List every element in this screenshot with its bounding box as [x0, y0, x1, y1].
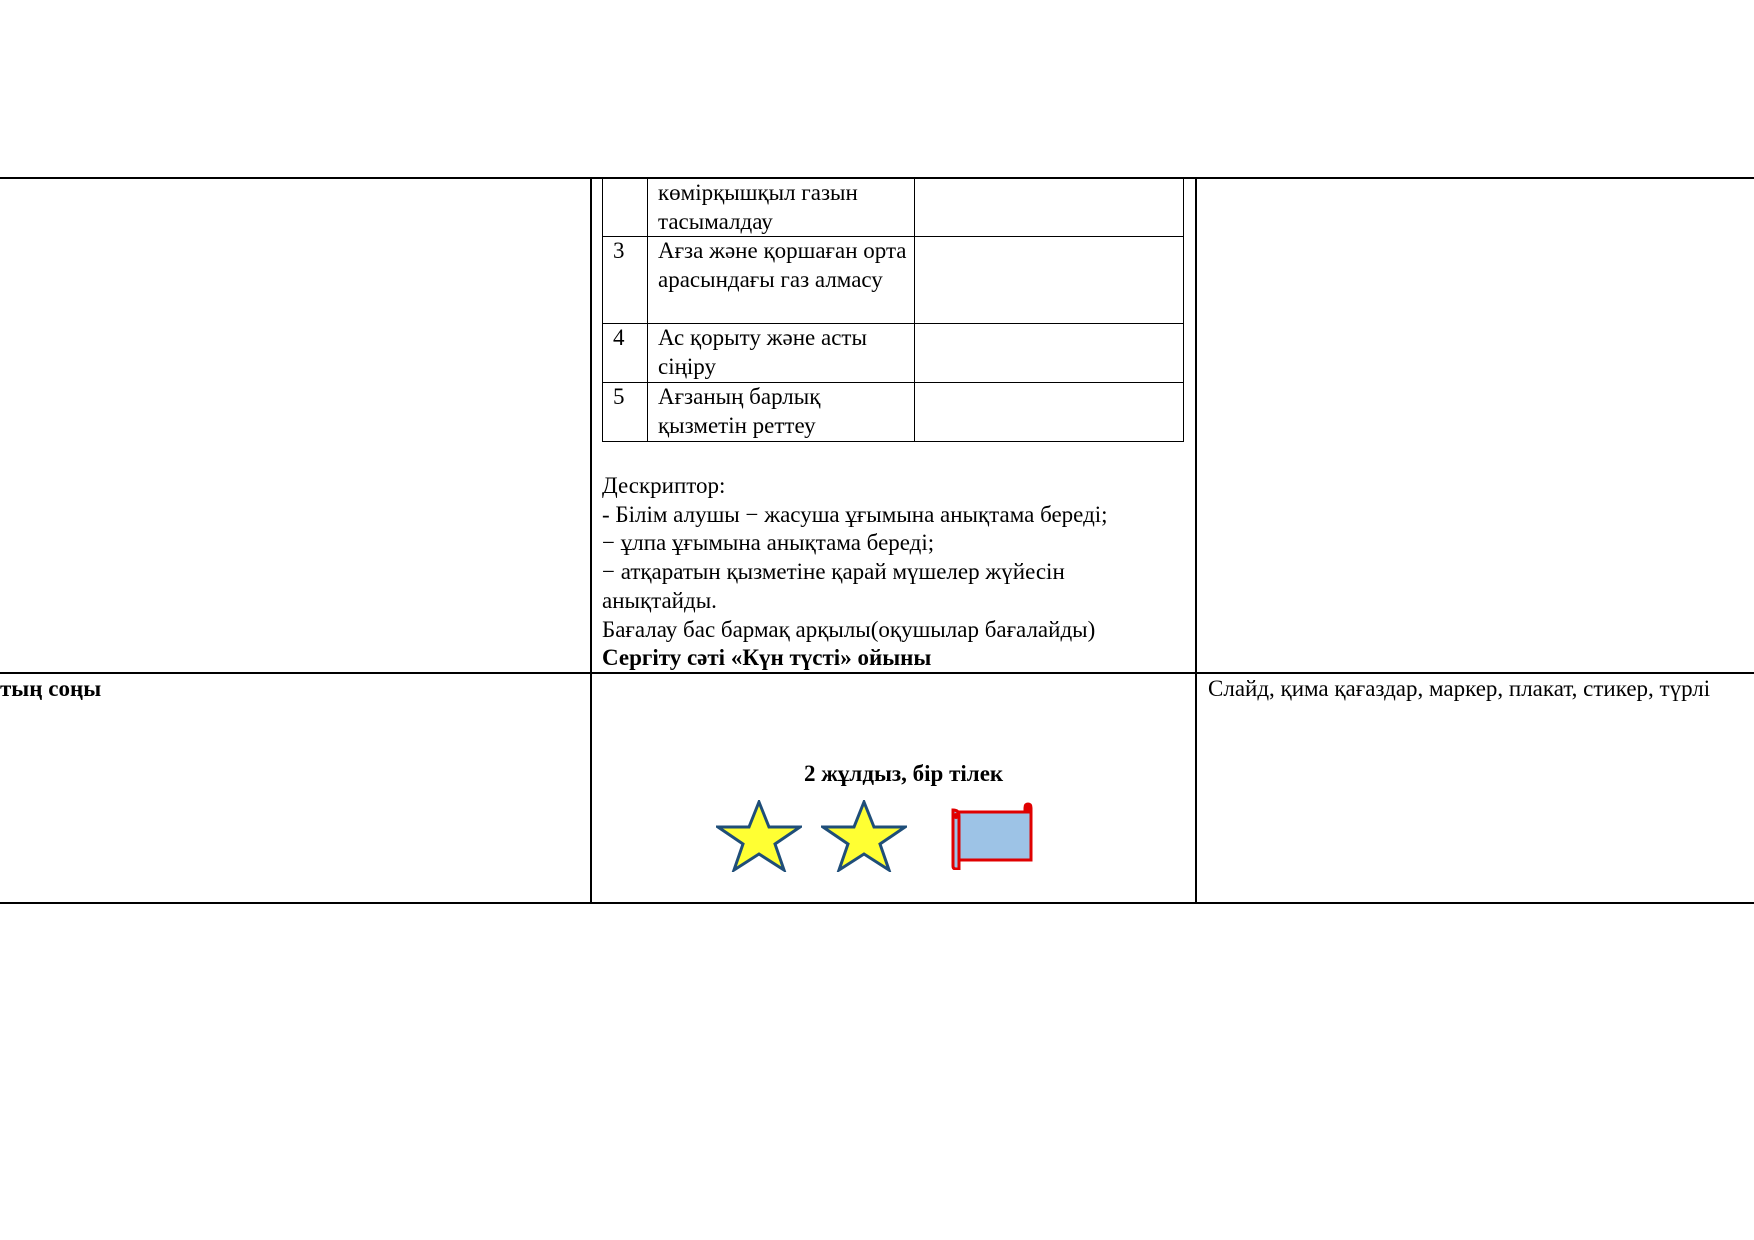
- row-answer-cell: [915, 179, 1184, 237]
- table-row: [603, 179, 1184, 237]
- row-function: көмірқышқыл газын тасымалдау: [648, 179, 915, 237]
- descriptor-line: − атқаратын қызметіне қарай мүшелер жүйесін: [602, 559, 1065, 584]
- row-function: Ағзаның барлық қызметін реттеу: [648, 383, 915, 442]
- column-divider-right: [1195, 177, 1197, 904]
- row-answer-cell: [915, 237, 1184, 324]
- row-answer-cell: [915, 383, 1184, 442]
- descriptor-heading: Дескриптор:: [602, 473, 726, 498]
- row-function: Ағза және қоршаған орта арасындағы газ алмасу: [648, 237, 915, 324]
- resources-text: Слайд, қима қағаздар, маркер, плакат, стикер, түрлі: [1208, 676, 1711, 701]
- row-number: 3: [603, 237, 648, 324]
- game-title: Сергіту сәті «Күн түсті» ойыны: [602, 645, 932, 670]
- row-function: Ас қорыту және асты сіңіру: [648, 324, 915, 383]
- star-icon: [716, 800, 802, 872]
- table-row: [603, 237, 1184, 324]
- row-number: 5: [603, 383, 648, 442]
- column-divider-left: [590, 177, 592, 904]
- descriptor-line: анықтайды.: [602, 588, 717, 613]
- scroll-icon: [945, 802, 1037, 870]
- descriptor-line: − ұлпа ұғымына анықтама береді;: [602, 530, 935, 555]
- table-row: [603, 383, 1184, 442]
- activity-title: 2 жұлдыз, бір тілек: [804, 761, 1004, 786]
- descriptor-line: - Білім алушы − жасуша ұғымына анықтама береді;: [602, 502, 1108, 527]
- row-answer-cell: [915, 324, 1184, 383]
- star-icon: [821, 800, 907, 872]
- assessment-note: Бағалау бас бармақ арқылы(оқушылар бағалайды): [602, 617, 1096, 642]
- table-row: [603, 324, 1184, 383]
- table-bottom-border: [0, 902, 1754, 904]
- stage-label: тың соңы: [0, 676, 102, 701]
- row-number: [603, 179, 648, 237]
- organ-systems-table: [602, 178, 1184, 442]
- row-number: 4: [603, 324, 648, 383]
